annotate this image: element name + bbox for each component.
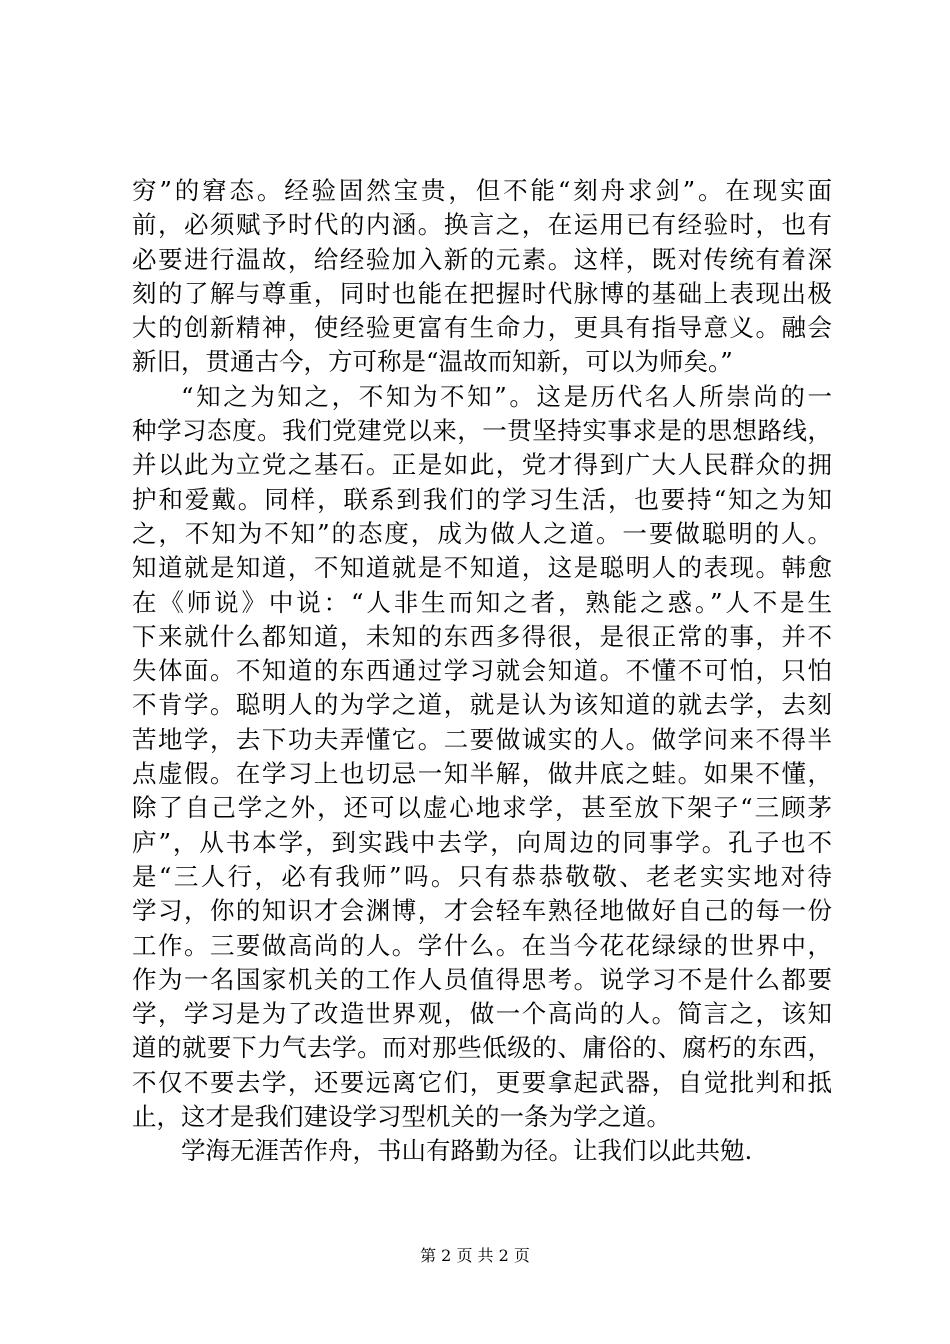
text-line: 刻的了解与尊重，同时也能在把握时代脉博的基础上表现出极 bbox=[132, 278, 832, 308]
text-line: 止，这才是我们建设学习型机关的一条为学之道。 bbox=[132, 1102, 671, 1132]
paragraph-3 bbox=[132, 1134, 832, 1168]
text-line: 必要进行温故，给经验加入新的元素。这样，既对传统有着深 bbox=[132, 244, 832, 274]
page-footer bbox=[0, 1246, 950, 1266]
text-line: 护和爱戴。同样，联系到我们的学习生活，也要持“知之为知 bbox=[132, 484, 832, 514]
text-line: 前，必须赋予时代的内涵。换言之，在运用已有经验时，也有 bbox=[132, 210, 832, 240]
text-line: 工作。三要做高尚的人。学什么。在当今花花绿绿的世界中， bbox=[132, 930, 832, 960]
text-line: 学，学习是为了改造世界观，做一个高尚的人。简言之，该知 bbox=[132, 999, 832, 1029]
page-number: 第 2 页 共 2 页 bbox=[420, 1246, 530, 1265]
text-line: 种学习态度。我们党建党以来，一贯坚持实事求是的思想路线， bbox=[132, 416, 832, 446]
text-line: 知道就是知道，不知道就是不知道，这是聪明人的表现。韩愈 bbox=[132, 553, 832, 583]
text-line: 下来就什么都知道，未知的东西多得很，是很正常的事，并不 bbox=[132, 621, 832, 651]
text-line: 不仅不要去学，还要远离它们，更要拿起武器，自觉批判和抵 bbox=[132, 1067, 832, 1097]
text-line: 不肯学。聪明人的为学之道，就是认为该知道的就去学，去刻 bbox=[132, 690, 832, 720]
text-line: 除了自己学之外，还可以虚心地求学，甚至放下架子“三顾茅 bbox=[132, 793, 832, 823]
text-line: 在《师说》中说：“人非生而知之者，熟能之惑。”人不是生 bbox=[132, 587, 832, 617]
text-line: 庐”，从书本学，到实践中去学，向周边的同事学。孔子也不 bbox=[132, 827, 832, 857]
text-line: 学习，你的知识才会渊博，才会轻车熟径地做好自己的每一份 bbox=[132, 896, 832, 926]
text-line: 穷”的窘态。经验固然宝贵，但不能“刻舟求剑”。在现实面 bbox=[132, 176, 832, 205]
paragraph-2 bbox=[132, 380, 832, 1135]
text-line: 之，不知为不知”的态度，成为做人之道。一要做聪明的人。 bbox=[132, 518, 832, 548]
text-line: 苦地学，去下功夫弄懂它。二要做诚实的人。做学问来不得半 bbox=[132, 724, 832, 754]
text-line: 是“三人行，必有我师”吗。只有恭恭敬敬、老老实实地对待 bbox=[132, 861, 832, 891]
text-line: 道的就要下力气去学。而对那些低级的、庸俗的、腐朽的东西， bbox=[132, 1033, 832, 1063]
text-line: 并以此为立党之基石。正是如此，党才得到广大人民群众的拥 bbox=[132, 450, 832, 480]
document-body bbox=[132, 174, 832, 1169]
text-line: 大的创新精神，使经验更富有生命力，更具有指导意义。融会 bbox=[132, 313, 832, 343]
text-line: 失体面。不知道的东西通过学习就会知道。不懂不可怕，只怕 bbox=[132, 656, 832, 686]
text-line: “知之为知之，不知为不知”。这是历代名人所崇尚的一 bbox=[181, 381, 832, 411]
text-line: 新旧，贯通古今，方可称是“温故而知新，可以为师矣。” bbox=[132, 347, 733, 377]
text-line: 作为一名国家机关的工作人员值得思考。说学习不是什么都要 bbox=[132, 964, 832, 994]
text-line: 学海无涯苦作舟，书山有路勤为径。让我们以此共勉. bbox=[181, 1136, 753, 1166]
paragraph-1 bbox=[132, 174, 832, 380]
text-line: 点虚假。在学习上也切忌一知半解，做井底之蛙。如果不懂， bbox=[132, 759, 832, 789]
